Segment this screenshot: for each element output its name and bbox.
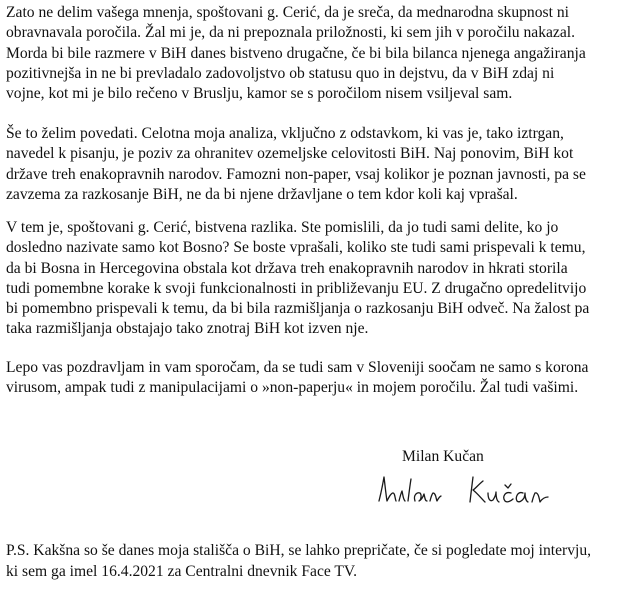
signature-name: Milan Kučan — [402, 448, 484, 465]
text-line: pozitivnejša in ne bi prevladalo zadovoljstvo ob statusu quo in dejstvu, da v BiH zdaj ni — [6, 64, 555, 82]
text-line: virusom, ampak tudi z manipulacijami o »non-paperju« in mojem poročilu. Žal tudi vašimi. — [6, 379, 579, 397]
text-line: države treh enakopravnih narodov. Famozni non-paper, vsaj kolikor je poznan javnosti, pa se — [6, 165, 586, 183]
text-line: bi pomembno prispevali k temu, da bi bila razmišljanja o razkosanju BiH odveč. Na žalost pa — [6, 300, 590, 318]
text-line: P.S. Kakšna so še danes moja stališča o BiH, se lahko prepričate, če si pogledate moj intervju, — [6, 542, 592, 559]
paragraph-2 — [6, 124, 626, 205]
text-line: zavzema za razkosanje BiH, ne da bi njene državljane o tem kdor koli kaj vprašal. — [6, 185, 518, 203]
text-line: taka razmišljanja obstajajo tako znotraj BiH kot izven nje. — [6, 320, 369, 338]
text-line: da bi Bosna in Hercegovina obstala kot država treh enakopravnih narodov in hkrati storila — [6, 259, 568, 277]
text-line: tudi pomembne korake k svoji funkcionalnosti in približevanju EU. Z drugačno opredelitvijo — [6, 279, 587, 297]
text-line: obravnavala poročila. Žal mi je, da ni prepoznala priložnosti, ki sem jih v poročilu nakazal. — [6, 24, 575, 42]
text-line: navedel k pisanju, je poziv za ohranitev ozemeljske celovitosti BiH. Naj ponovim, BiH kot — [6, 145, 574, 163]
text-line: dosledno nazivate samo kot Bosno? Se boste vprašali, koliko ste tudi sami prispevali k temu, — [6, 239, 586, 257]
paragraph-3 — [6, 218, 626, 340]
handwritten-signature — [375, 471, 565, 511]
paragraph-1 — [6, 3, 626, 104]
text-line: Zato ne delim vašega mnenja, spoštovani g. Cerić, da je sreča, da mednarodna skupnost ni — [6, 4, 569, 21]
text-line: vojne, kot mi je bilo rečeno v Bruslju, kamor se s poročilom nisem vsiljeval sam. — [6, 85, 513, 103]
text-line: ki sem ga imel 16.4.2021 za Centralni dnevnik Face TV. — [6, 563, 358, 580]
postscript — [6, 540, 626, 582]
paragraph-4 — [6, 358, 626, 399]
text-line: Še to želim povedati. Celotna moja analiza, vključno z odstavkom, ki vas je, tako iztrgan, — [6, 125, 564, 142]
text-line: V tem je, spoštovani g. Cerić, bistvena razlika. Ste pomislili, da jo tudi sami delite, ko jo — [6, 219, 559, 236]
text-line: Lepo vas pozdravljam in vam sporočam, da se tudi sam v Sloveniji soočam ne samo s korona — [6, 359, 589, 376]
text-line: Morda bi bile razmere v BiH danes bistveno drugačne, če bi bila bilanca njenega angažiranja — [6, 44, 586, 62]
